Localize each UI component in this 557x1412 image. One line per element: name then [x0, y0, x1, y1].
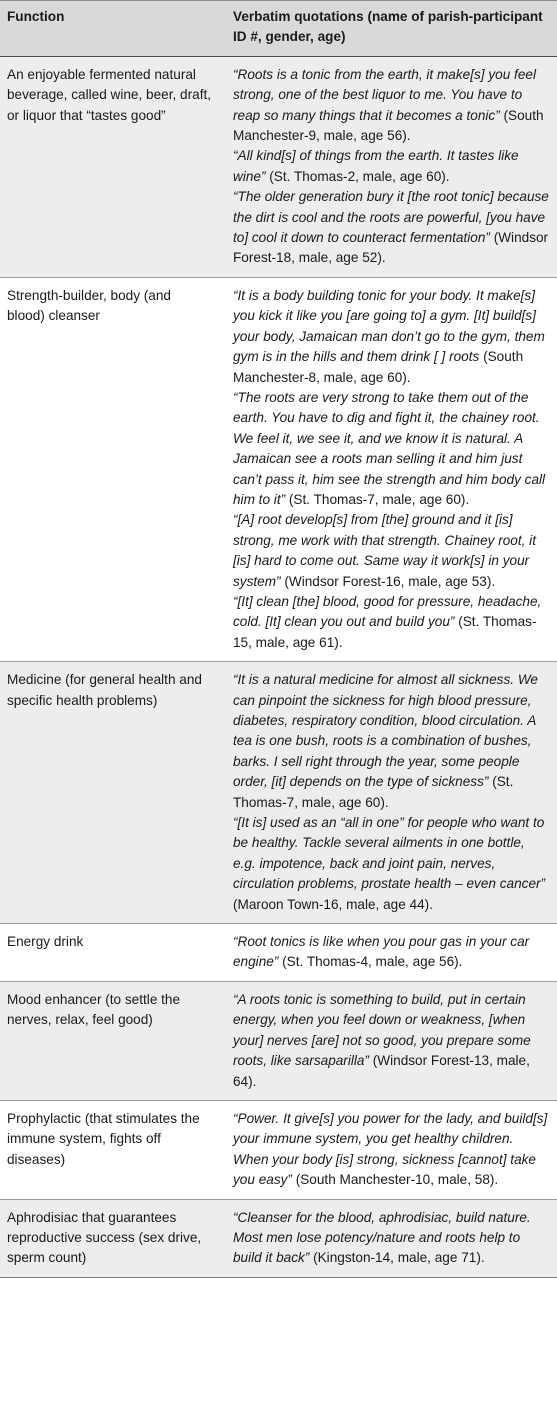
quotation-text: “Root tonics is like when you pour gas in your car engine” [233, 934, 530, 970]
quotation-text: “All kind[s] of things from the earth. It tastes like wine” [233, 148, 519, 184]
quotation-text: “[A] root develop[s] from [the] ground and it [is] strong, me work with that strength. Chainey root, it [is] hard to come out. Same way it work[s] in your system” [233, 512, 536, 589]
header-function: Function [0, 1, 226, 57]
quotation [233, 1208, 551, 1269]
quotation [233, 65, 551, 147]
quotation-source: (Windsor Forest-18, male, age 52). [233, 230, 549, 266]
quotation-source: (Maroon Town-16, male, age 44). [233, 896, 433, 912]
quotation-source: (St. Thomas-15, male, age 61). [233, 614, 537, 650]
quotation-source: (South Manchester-9, male, age 56). [233, 107, 544, 144]
table-row [0, 981, 557, 1100]
quotation-cell [226, 924, 557, 982]
quotation-cell [226, 56, 557, 277]
table-row [0, 1199, 557, 1277]
function-cell: Energy drink [0, 924, 226, 982]
quotation-source: (St. Thomas-7, male, age 60). [233, 774, 514, 810]
quotation-source: (South Manchester-10, male, 58). [291, 1172, 499, 1188]
table-row [0, 924, 557, 982]
table-body [0, 56, 557, 1277]
quotation-cell [226, 981, 557, 1100]
function-cell: Aphrodisiac that guarantees reproductive success (sex drive, sperm count) [0, 1199, 226, 1277]
quotation-source: (Kingston-14, male, age 71). [309, 1250, 485, 1266]
quotation-text: “Cleanser for the blood, aphrodisiac, build nature. Most men lose potency/nature and roots help to build it back” [233, 1209, 531, 1266]
quotation [233, 990, 551, 1092]
quotation [233, 187, 551, 269]
function-cell: Prophylactic (that stimulates the immune system, fights off diseases) [0, 1100, 226, 1199]
quotation-text: “[It is] used as an “all in one” for people who want to be healthy. Tackle several ailments in one bottle, e.g. impotence, back and joint pain, nerves, circulation problems, prostate health – even cancer” [233, 815, 546, 892]
header-quotations: Verbatim quotations (name of parish-participant ID #, gender, age) [226, 1, 557, 57]
quotation-source: (South Manchester-8, male, age 60). [233, 349, 524, 385]
quotation-text: “Power. It give[s] you power for the lady, and build[s] your immune system, you get healthy children. When your body [is] strong, sickness [cannot] take you easy” [233, 1110, 548, 1188]
quotation-source: (Windsor Forest-16, male, age 53). [280, 573, 496, 589]
quotation-source: (Windsor Forest-13, male, 64). [233, 1053, 530, 1089]
quotation [233, 388, 551, 510]
quotation-text: “It is a body building tonic for your body. It make[s] you kick it like you [are going to] a gym. [It] build[s] your body, Jamaican man don’t go to the gym, them gym is in the hills and them drink [ ] roots [233, 287, 545, 365]
quotation-text: “The older generation bury it [the root tonic] because the dirt is cool and the roots are powerful, [you have to] cool it down to counteract fermentation” [233, 189, 549, 246]
quotation-source: (St. Thomas-2, male, age 60). [265, 168, 450, 184]
quotation [233, 286, 551, 388]
quotation [233, 1109, 551, 1191]
quotation [233, 592, 551, 653]
quotation [233, 670, 551, 813]
quotation-text: “[It] clean [the] blood, good for pressure, headache, cold. [It] clean you out and build you” [233, 593, 542, 630]
quotation [233, 146, 551, 187]
table-row [0, 56, 557, 277]
quotation-source: (St. Thomas-4, male, age 56). [278, 954, 463, 970]
function-cell: Medicine (for general health and specific health problems) [0, 662, 226, 924]
quotation-source: (St. Thomas-7, male, age 60). [285, 491, 470, 507]
table-row [0, 277, 557, 661]
table-row [0, 1100, 557, 1199]
quotation-cell [226, 662, 557, 924]
function-cell: Strength-builder, body (and blood) cleanser [0, 277, 226, 661]
quotation [233, 510, 551, 592]
table-row [0, 662, 557, 924]
quotation-cell [226, 277, 557, 661]
quotation-text: “A roots tonic is something to build, put in certain energy, when you feel down or weakness, [when your] nerves [are] not so good, you prepare some roots, like sarsaparilla” [233, 991, 531, 1069]
quotation [233, 813, 551, 915]
quotation-text: “It is a natural medicine for almost all sickness. We can pinpoint the sickness for high blood pressure, diabetes, respiratory condition, blood circulation. A tea is one bush, roots is a combination of bushes, barks. I sell right through the year, some people order, [it] depends on the type of sickness” [233, 672, 538, 790]
quotation-text: “Roots is a tonic from the earth, it make[s] you feel strong, one of the best liquor to me. You have to reap so many things that it becomes a tonic” [233, 66, 536, 123]
quotation-cell [226, 1100, 557, 1199]
quotation [233, 932, 551, 973]
function-cell: An enjoyable fermented natural beverage, called wine, beer, draft, or liquor that “tastes good” [0, 56, 226, 277]
quotation-text: “The roots are very strong to take them out of the earth. You have to dig and fight it, the chainey root. We feel it, we see it, and we know it is natural. A Jamaican see a roots man selling it and him just can’t pass it, him see the strength and him body call him to it” [233, 389, 546, 507]
quotation-cell [226, 1199, 557, 1277]
function-cell: Mood enhancer (to settle the nerves, relax, feel good) [0, 981, 226, 1100]
header-row [0, 1, 557, 57]
